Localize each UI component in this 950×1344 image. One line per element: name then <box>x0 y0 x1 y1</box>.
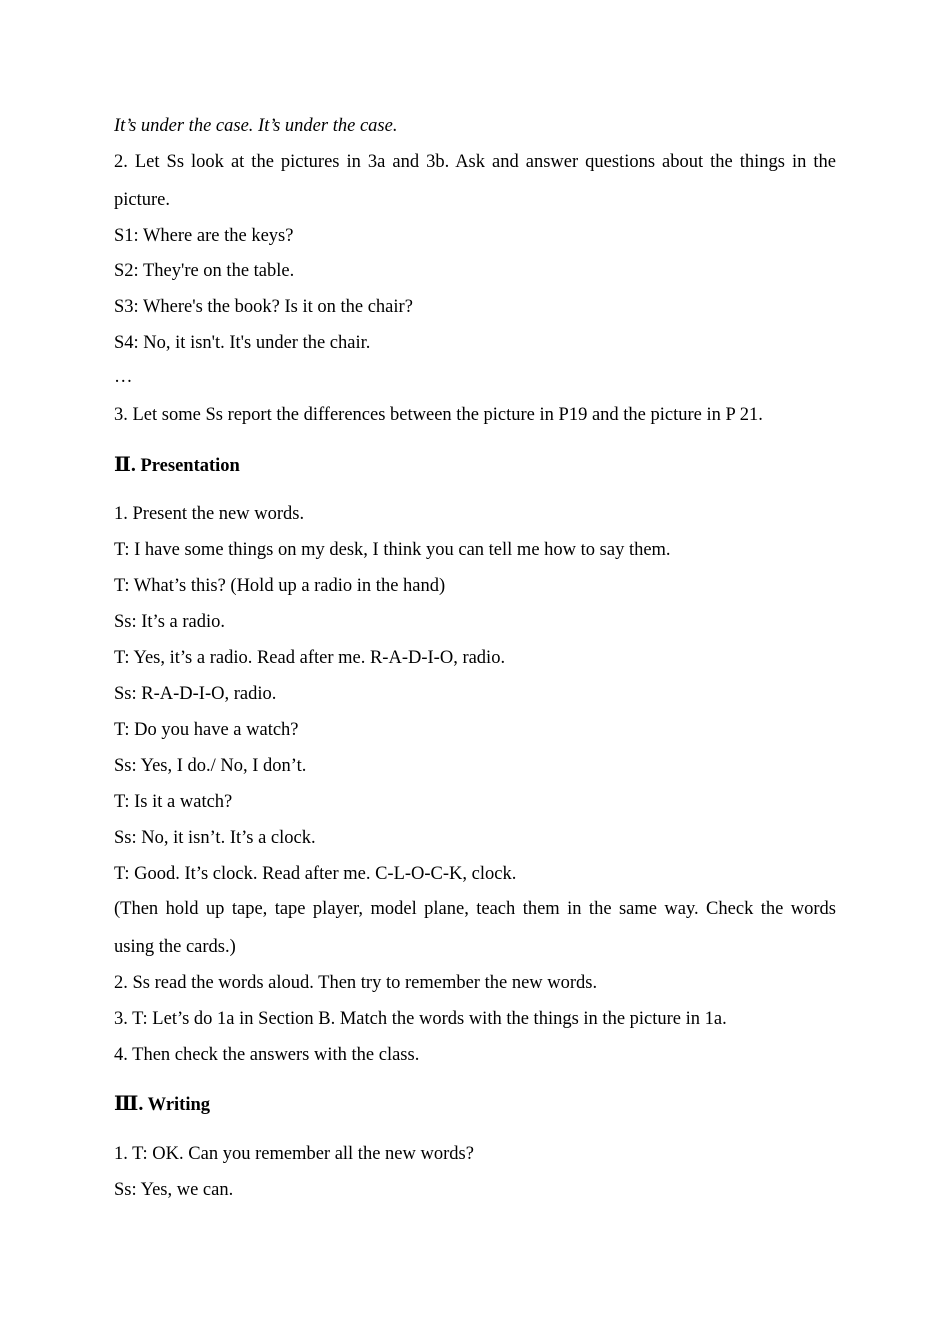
section-heading-presentation <box>114 454 240 477</box>
text-line: Ss: It’s a radio. <box>114 612 225 632</box>
text-line: T: Yes, it’s a radio. Read after me. R-A-D-I-O, radio. <box>114 648 506 668</box>
text-line: Ss: No, it isn’t. It’s a clock. <box>114 828 316 848</box>
text-line: 3. Let some Ss report the differences between the picture in P19 and the picture in P 21. <box>114 405 763 425</box>
section-title: Writing <box>147 1095 211 1115</box>
text-line: picture. <box>114 190 170 210</box>
text-line: T: Do you have a watch? <box>114 720 299 740</box>
text-line: Ss: R-A-D-I-O, radio. <box>114 684 277 704</box>
text-line: T: What’s this? (Hold up a radio in the hand) <box>114 576 446 596</box>
text-line: S4: No, it isn't. It's under the chair. <box>114 333 371 353</box>
text-line: Ss: Yes, we can. <box>114 1180 234 1200</box>
text-line: S1: Where are the keys? <box>114 226 294 246</box>
text-line: S3: Where's the book? Is it on the chair? <box>114 297 413 317</box>
text-line: It’s under the case. It’s under the case. <box>114 116 398 136</box>
text-line: 1. T: OK. Can you remember all the new words? <box>114 1144 474 1164</box>
text-line: using the cards.) <box>114 937 236 957</box>
text-line: T: I have some things on my desk, I think you can tell me how to say them. <box>114 540 671 560</box>
text-line: 4. Then check the answers with the class. <box>114 1045 420 1065</box>
section-numeral: Ⅱ. <box>114 454 136 476</box>
text-line: 3. T: Let’s do 1a in Section B. Match the words with the things in the picture in 1a. <box>114 1009 727 1029</box>
text-line: 1. Present the new words. <box>114 504 305 524</box>
text-line: (Then hold up tape, tape player, model plane, teach them in the same way. Check the words <box>114 899 836 919</box>
text-line: Ss: Yes, I do./ No, I don’t. <box>114 756 307 776</box>
text-line: T: Is it a watch? <box>114 792 233 812</box>
text-line: 2. Let Ss look at the pictures in 3a and 3b. Ask and answer questions about the things in the <box>114 152 836 172</box>
section-heading-writing <box>114 1093 210 1116</box>
section-numeral: Ⅲ. <box>114 1093 144 1115</box>
text-line: S2: They're on the table. <box>114 261 295 281</box>
ellipsis-line: … <box>114 367 133 387</box>
section-title: Presentation <box>140 456 240 476</box>
text-line: 2. Ss read the words aloud. Then try to remember the new words. <box>114 973 598 993</box>
text-line: T: Good. It’s clock. Read after me. C-L-O-C-K, clock. <box>114 864 517 884</box>
